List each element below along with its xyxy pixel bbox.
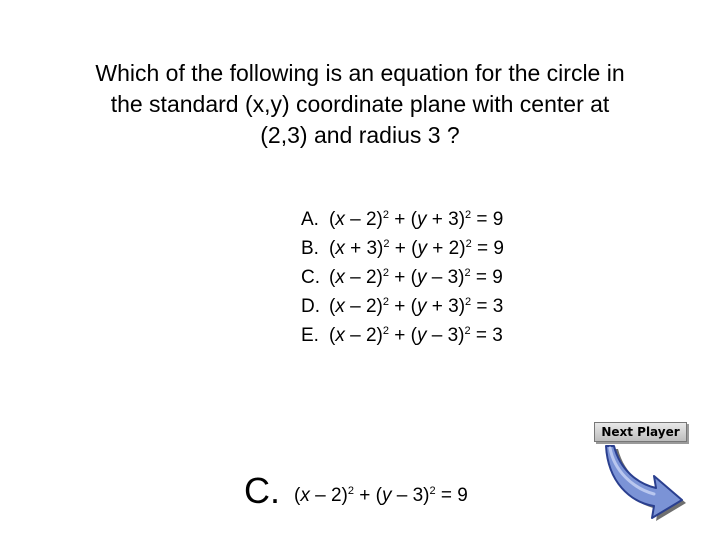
question-line-2: the standard (x,y) coordinate plane with center at [110,91,610,117]
answer-letter: C. [244,470,280,511]
curved-arrow-icon[interactable] [604,440,688,522]
question-line-1: Which of the following is an equation for the circle in [95,60,625,86]
next-player-button[interactable] [594,422,689,522]
question-text [30,58,690,151]
option-a: A. $(x - 2)^2 + (y + 3)^2 = 9$ [301,209,504,230]
next-player-label[interactable]: Next Player [594,422,687,442]
option-e: E. (x – 2)$^2$ + (y – 3)$^2$ = 3 [301,325,503,346]
option-c: C. (x – 2)$^2$ + (y – 3)$^2$ = 9 [301,267,503,288]
answer-options [301,205,504,350]
question-line-3: (2,3) and radius 3 ? [260,122,460,148]
answer-equation: (x – 2)$^2$ + (y – 3)$^2$ = 9 [294,485,468,506]
option-d: D. $(x - 2)^2 + (y + 3)^2 = 3$ [301,296,504,317]
answer-reveal [244,470,468,512]
arrow-body [606,446,682,518]
option-b: B. $(x + 3)^2 + (y + 2)^2 = 9$ [301,238,504,259]
